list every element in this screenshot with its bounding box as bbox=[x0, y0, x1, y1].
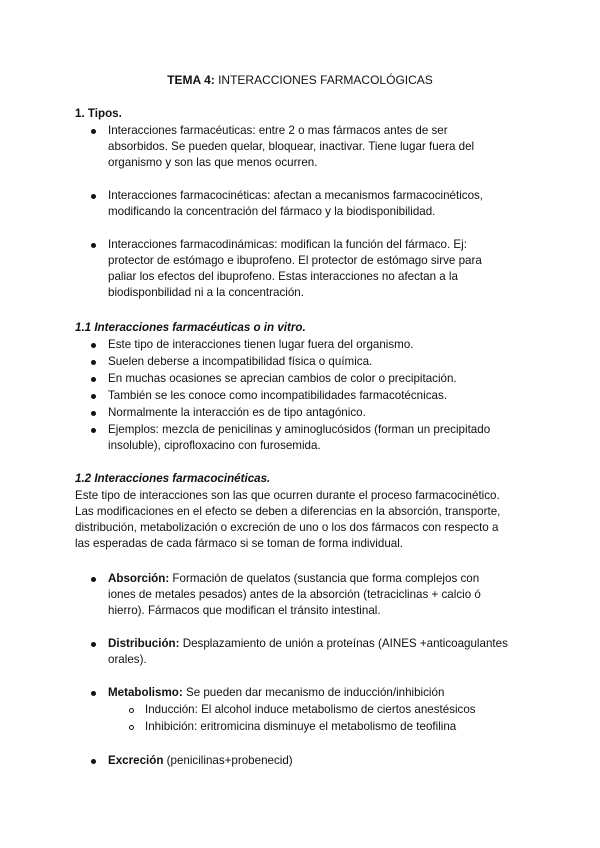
metabolismo-label: Metabolismo: bbox=[108, 686, 183, 699]
bullet-icon bbox=[91, 759, 96, 764]
farmaceuticas-item-1: Este tipo de interacciones tienen lugar fuera del organismo. bbox=[108, 338, 414, 351]
section-heading-farmaceuticas: 1.1 Interacciones farmacéuticas o in vitro. bbox=[75, 321, 306, 334]
farmaceuticas-item-3: En muchas ocasiones se aprecian cambios de color o precipitación. bbox=[108, 372, 457, 385]
bullet-icon bbox=[91, 194, 96, 199]
tipos-item-2-line-1: Interacciones farmacocinéticas: afectan a mecanismos farmacocinéticos, bbox=[108, 189, 484, 202]
bullet-icon bbox=[91, 394, 96, 399]
bullet-icon bbox=[91, 377, 96, 382]
bullet-icon bbox=[91, 577, 96, 582]
excrecion-line: Excreción (penicilinas+probenecid) bbox=[108, 754, 293, 767]
page-title: TEMA 4: INTERACCIONES FARMACOLÓGICAS bbox=[167, 73, 433, 87]
absorcion-line-2: iones de metales pesados) antes de la absorción (tetraciclinas + calcio ó bbox=[108, 588, 481, 601]
absorcion-label: Absorción: bbox=[108, 572, 170, 585]
bullet-icon bbox=[91, 243, 96, 248]
farmaceuticas-item-5: Normalmente la interacción es de tipo antagónico. bbox=[108, 406, 366, 419]
distribucion-line-1: Distribución: Desplazamiento de unión a proteínas (AINES +anticoagulantes bbox=[108, 637, 508, 650]
tipos-item-1-line-2: absorbidos. Se pueden quelar, bloquear, inactivar. Tiene lugar fuera del bbox=[108, 140, 475, 153]
metabolismo-line: Metabolismo: Se pueden dar mecanismo de inducción/inhibición bbox=[108, 686, 445, 699]
bullet-icon bbox=[91, 343, 96, 348]
farmaceuticas-item-6: Ejemplos: mezcla de penicilinas y aminoglucósidos (forman un precipitado bbox=[108, 423, 491, 436]
bullet-icon bbox=[91, 360, 96, 365]
bullet-icon bbox=[91, 428, 96, 433]
metabolismo-sub-1: Inducción: El alcohol induce metabolismo de ciertos anestésicos bbox=[145, 703, 476, 716]
distribucion-line-2: orales). bbox=[108, 653, 147, 666]
farmaceuticas-item-2: Suelen deberse a incompatibilidad física o química. bbox=[108, 355, 373, 368]
metabolismo-sub-2: Inhibición: eritromicina disminuye el metabolismo de teofilina bbox=[145, 720, 457, 733]
tipos-item-2-line-2: modificando la concentración del fármaco y la biodisponibilidad. bbox=[108, 205, 436, 218]
absorcion-line-3: hierro). Fármacos que modifican el tránsito intestinal. bbox=[108, 604, 381, 617]
tipos-item-3-line-2: protector de estómago e ibuprofeno. El protector de estómago sirve para bbox=[108, 254, 482, 267]
farmacocineticas-para-line-3: distribución, metabolización o excreción de uno o los dos fármacos con respecto a bbox=[75, 521, 499, 534]
tipos-item-1-line-3: organismo y son las que menos ocurren. bbox=[108, 156, 318, 169]
excrecion-label: Excreción bbox=[108, 754, 164, 767]
hollow-bullet-icon bbox=[129, 708, 134, 713]
bullet-icon bbox=[91, 129, 96, 134]
absorcion-line-1: Absorción: Formación de quelatos (sustancia que forma complejos con bbox=[108, 572, 480, 585]
distribucion-label: Distribución: bbox=[108, 637, 180, 650]
tipos-item-3-line-4: biodisponbilidad ni a la concentración. bbox=[108, 286, 304, 299]
farmacocineticas-para-line-2: Las modificaciones en el efecto se deben a diferencias en la absorción, transporte, bbox=[75, 505, 501, 518]
bullet-icon bbox=[91, 642, 96, 647]
farmacocineticas-para-line-4: las esperadas de cada fármaco si se toman de forma individual. bbox=[75, 537, 404, 550]
hollow-bullet-icon bbox=[129, 725, 134, 730]
tipos-item-1-line-1: Interacciones farmacéuticas: entre 2 o mas fármacos antes de ser bbox=[108, 124, 448, 137]
bullet-icon bbox=[91, 411, 96, 416]
bullet-icon bbox=[91, 691, 96, 696]
tipos-item-3-line-3: paliar los efectos del ibuprofeno. Estas interacciones no afectan a la bbox=[108, 270, 458, 283]
section-heading-tipos: 1. Tipos. bbox=[75, 107, 122, 120]
section-heading-farmacocineticas: 1.2 Interacciones farmacocinéticas. bbox=[75, 472, 271, 485]
farmaceuticas-item-6-cont: insoluble), ciprofloxacino con furosemida. bbox=[108, 439, 321, 452]
farmacocineticas-para-line-1: Este tipo de interacciones son las que ocurren durante el proceso farmacocinético. bbox=[75, 489, 500, 502]
tipos-item-3-line-1: Interacciones farmacodinámicas: modifican la función del fármaco. Ej: bbox=[108, 238, 467, 251]
farmaceuticas-item-4: También se les conoce como incompatibilidades farmacotécnicas. bbox=[108, 389, 447, 402]
